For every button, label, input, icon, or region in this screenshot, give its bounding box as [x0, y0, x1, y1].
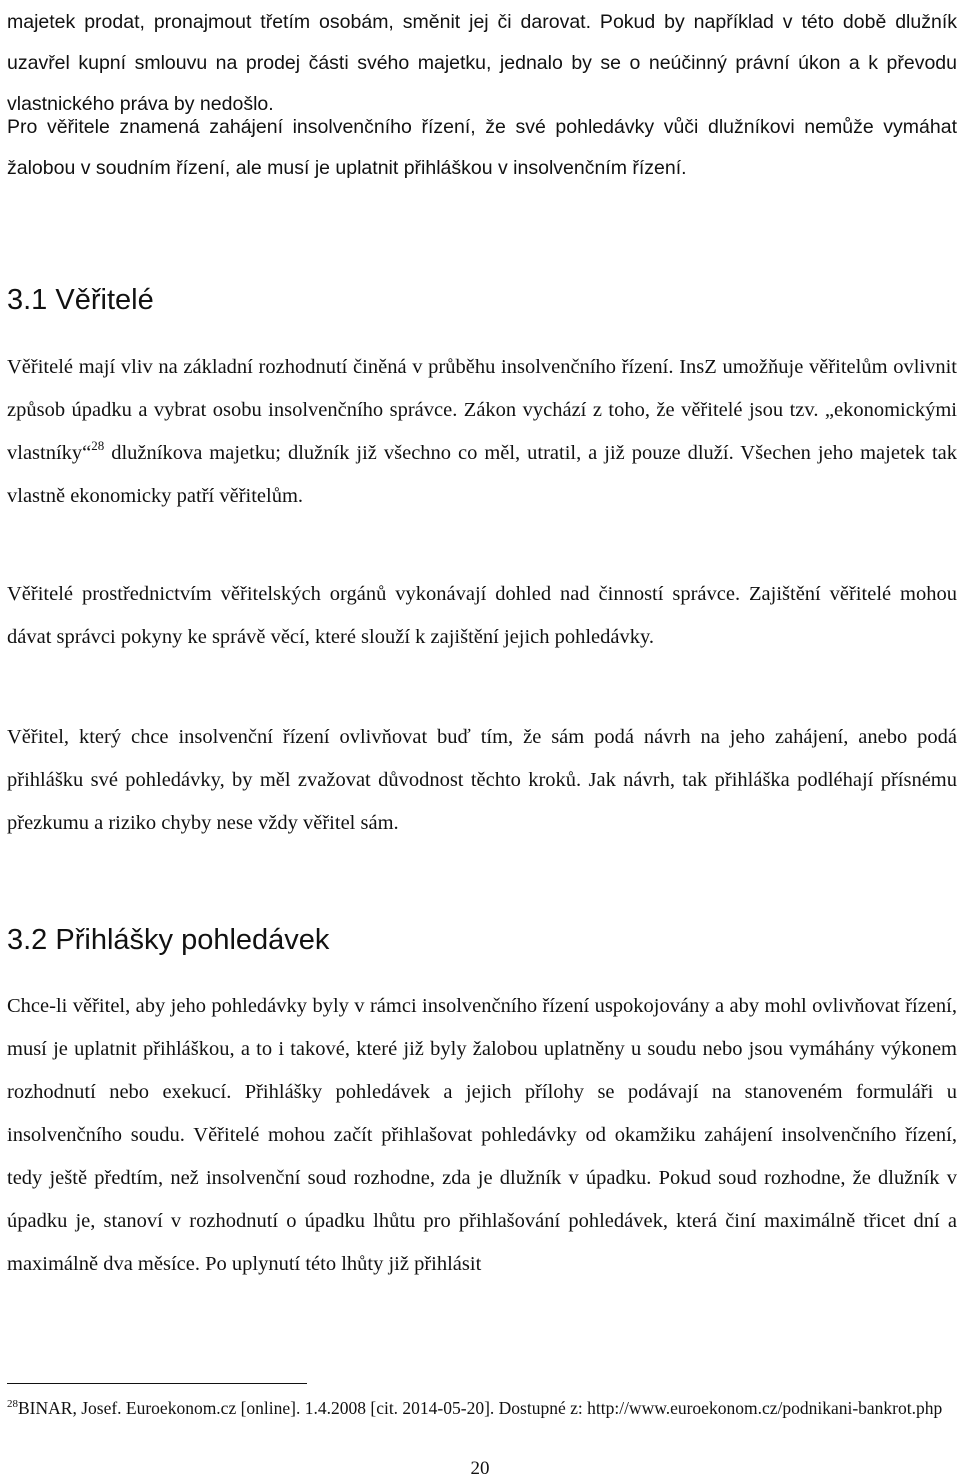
- paragraph-text: Věřitelé mají vliv na základní rozhodnutí činěná v průběhu insolvenčního řízení. InsZ umožňuje věřitelům ovlivnit způsob úpadku a vybrat osobu insolvenčního správce. Zákon vychází z toho, že věřitelé jsou tzv. „ekonomickými vlastníky“: [7, 356, 957, 464]
- paragraph-creditors-influence: [7, 346, 957, 518]
- paragraph-creditor-risk: Věřitel, který chce insolvenční řízení ovlivňovat buď tím, že sám podá návrh na jeho zahájení, anebo podá přihlášku své pohledávky, by měl zvažovat důvodnost těchto kroků. Jak návrh, tak přihláška podléhají přísnému přezkumu a riziko chyby nese vždy věřitel sám.: [7, 726, 957, 834]
- paragraph-claim-filings: Chce-li věřitel, aby jeho pohledávky byly v rámci insolvenčního řízení uspokojovány a aby mohl ovlivňovat řízení, musí je uplatnit přihláškou, a to i takové, které již byly žalobou uplatněny u soudu nebo jsou vymáhány výkonem rozhodnutí nebo exekucí. Přihlášky pohledávek a jejich přílohy se podávají na stanoveném formuláři u insolvenčního soudu. Věřitelé mohou začít přihlašovat pohledávky od okamžiku zahájení insolvenčního řízení, tedy ještě předtím, než insolvenční soud rozhodne, zda je dlužník v úpadku. Pokud soud rozhodne, že dlužník v úpadku je, stanoví v rozhodnutí o úpadku lhůtu pro přihlašování pohledávek, která činí maximálně třicet dní a maximálně dva měsíce. Po uplynutí této lhůty již přihlásit: [7, 995, 957, 1275]
- footnote-separator: [7, 1383, 307, 1384]
- paragraph-creditors-meaning: Pro věřitele znamená zahájení insolvenčního řízení, že své pohledávky vůči dlužníkovi nemůže vymáhat žalobou v soudním řízení, ale musí je uplatnit přihláškou v insolvenčním řízení.: [7, 116, 957, 179]
- paragraph-text: dlužníkova majetku; dlužník již všechno co měl, utratil, a již pouze dluží. Všechen jeho majetek tak vlastně ekonomicky patří věřitelům.: [7, 442, 957, 507]
- page-number: 20: [470, 1458, 490, 1479]
- section-heading-3-1: 3.1 Věřitelé: [7, 284, 154, 316]
- paragraph-creditors-oversight: Věřitelé prostřednictvím věřitelských orgánů vykonávají dohled nad činností správce. Zajištění věřitelé mohou dávat správci pokyny ke správě věcí, které slouží k zajištění jejich pohledávky.: [7, 583, 957, 648]
- footnote-number: 28: [7, 1398, 18, 1410]
- footnote: [7, 1397, 957, 1419]
- section-heading-3-2: 3.2 Přihlášky pohledávek: [7, 924, 330, 956]
- footnote-reference[interactable]: 28: [91, 438, 105, 453]
- footnote-text: BINAR, Josef. Euroekonom.cz [online]. 1.4.2008 [cit. 2014-05-20]. Dostupné z: http://www.euroekonom.cz/podnikani-bankrot.php: [18, 1398, 943, 1418]
- paragraph-continuation: majetek prodat, pronajmout třetím osobám, směnit jej či darovat. Pokud by například v této době dlužník uzavřel kupní smlouvu na prodej části svého majetku, jednalo by se o neúčinný právní úkon a k převodu vlastnického práva by nedošlo.: [7, 11, 957, 115]
